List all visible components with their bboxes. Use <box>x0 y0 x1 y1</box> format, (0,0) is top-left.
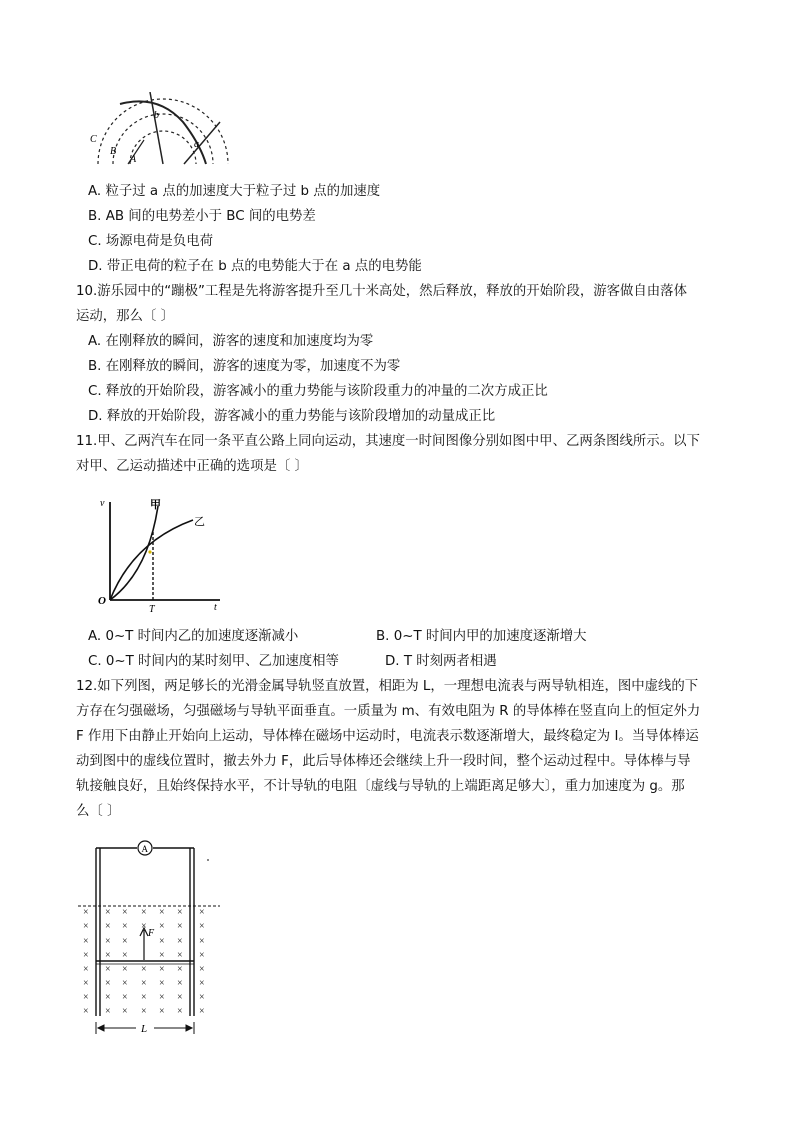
q10-stem-line2: 运动，那么〔 〕 <box>76 309 174 324</box>
svg-text:×: × <box>141 1006 147 1017</box>
svg-text:×: × <box>159 936 165 947</box>
q12-stem-line3: F 作用下由静止开始向上运动，导体棒在磁场中运动时，电流表示数逐渐增大，最终稳定为 I。当导体棒运 <box>76 729 699 744</box>
svg-text:×: × <box>177 907 183 918</box>
svg-text:×: × <box>177 921 183 932</box>
svg-text:×: × <box>122 921 128 932</box>
label-b: b <box>154 110 159 121</box>
q12-stem-line6: 么〔 〕 <box>76 804 121 819</box>
q12-stem-line4: 动到图中的虚线位置时，撤去外力 F，此后导体棒还会继续上升一段时间，整个运动过程中。导体棒与导 <box>76 754 691 769</box>
svg-text:×: × <box>159 964 165 975</box>
tick-label-T: T <box>149 604 155 615</box>
q12-stem-line1: 12.如下列图，两足够长的光滑金属导轨竖直放置，相距为 L，一理想电流表与两导轨相连，图中虚线的下 <box>76 679 699 694</box>
label-a: a <box>194 139 199 150</box>
q9-option-d: D. 带正电荷的粒子在 b 点的电势能大于在 a 点的电势能 <box>88 259 422 274</box>
svg-text:×: × <box>122 907 128 918</box>
svg-text:×: × <box>122 992 128 1003</box>
svg-text:×: × <box>199 1006 205 1017</box>
svg-text:×: × <box>105 921 111 932</box>
svg-text:×: × <box>105 1006 111 1017</box>
q9-option-a: A. 粒子过 a 点的加速度大于粒子过 b 点的加速度 <box>88 184 381 199</box>
svg-text:×: × <box>199 921 205 932</box>
svg-text:×: × <box>105 907 111 918</box>
svg-text:×: × <box>105 936 111 947</box>
rails-magnetic-field-figure <box>74 836 224 1040</box>
svg-text:×: × <box>105 978 111 989</box>
svg-text:×: × <box>199 936 205 947</box>
q10-option-d: D. 释放的开始阶段，游客减小的重力势能与该阶段增加的动量成正比 <box>88 409 496 424</box>
svg-text:×: × <box>83 936 89 947</box>
ammeter-label: A <box>141 844 148 854</box>
force-label: F <box>148 928 155 939</box>
svg-text:×: × <box>122 978 128 989</box>
origin-label: O <box>98 595 106 607</box>
svg-text:×: × <box>83 992 89 1003</box>
label-A: A <box>130 154 137 165</box>
q9-option-c: C. 场源电荷是负电荷 <box>88 234 213 249</box>
svg-text:×: × <box>141 992 147 1003</box>
svg-text:×: × <box>159 1006 165 1017</box>
svg-text:×: × <box>83 978 89 989</box>
magnetic-field-crosses <box>83 907 205 1017</box>
svg-text:×: × <box>141 964 147 975</box>
svg-text:×: × <box>199 978 205 989</box>
svg-text:×: × <box>83 921 89 932</box>
svg-text:×: × <box>199 950 205 961</box>
q12-stem-line2: 方存在匀强磁场，匀强磁场与导轨平面垂直。一质量为 m、有效电阻为 R 的导体棒在竖直向上的恒定外力 <box>76 704 701 719</box>
curve-label-yi: 乙 <box>194 516 205 528</box>
q10-stem-line1: 10.游乐园中的“蹦极”工程是先将游客提升至几十米高处，然后释放，释放的开始阶段，游客做自由落体 <box>76 284 687 299</box>
q11-option-a: A. 0~T 时间内乙的加速度逐渐减小 <box>88 629 299 644</box>
svg-text:×: × <box>141 907 147 918</box>
svg-text:×: × <box>122 964 128 975</box>
axis-label-v: v <box>100 498 105 509</box>
axis-label-t: t <box>214 602 217 613</box>
svg-text:×: × <box>122 1006 128 1017</box>
svg-text:×: × <box>141 978 147 989</box>
q12-stem-line5: 轨接触良好，且始终保持水平，不计导轨的电阻〔虚线与导轨的上端距离足够大〕，重力加速度为 g。那 <box>76 779 685 794</box>
velocity-time-graph <box>88 492 228 617</box>
svg-text:×: × <box>105 950 111 961</box>
svg-text:×: × <box>199 964 205 975</box>
q11-stem-line2: 对甲、乙运动描述中正确的选项是〔 〕 <box>76 459 308 474</box>
q9-option-b: B. AB 间的电势差小于 BC 间的电势差 <box>88 209 316 224</box>
q11-option-b: B. 0~T 时间内甲的加速度逐渐增大 <box>376 629 587 644</box>
q11-option-d: D. T 时刻两者相遇 <box>385 654 497 669</box>
svg-text:×: × <box>159 978 165 989</box>
svg-text:×: × <box>122 950 128 961</box>
svg-text:×: × <box>177 936 183 947</box>
svg-text:×: × <box>122 936 128 947</box>
label-B: B <box>110 146 117 157</box>
svg-text:×: × <box>159 921 165 932</box>
q11-option-c: C. 0~T 时间内的某时刻甲、乙加速度相等 <box>88 654 339 669</box>
svg-text:×: × <box>105 992 111 1003</box>
length-label: L <box>141 1023 148 1035</box>
q10-option-c: C. 释放的开始阶段，游客减小的重力势能与该阶段重力的冲量的二次方成正比 <box>88 384 548 399</box>
svg-text:×: × <box>105 964 111 975</box>
svg-text:×: × <box>159 907 165 918</box>
svg-text:×: × <box>199 907 205 918</box>
q10-option-b: B. 在刚释放的瞬间，游客的速度为零，加速度不为零 <box>88 359 401 374</box>
svg-text:×: × <box>83 1006 89 1017</box>
svg-text:×: × <box>83 907 89 918</box>
svg-text:×: × <box>141 921 147 932</box>
svg-text:×: × <box>177 964 183 975</box>
svg-text:×: × <box>199 992 205 1003</box>
svg-text:×: × <box>159 992 165 1003</box>
svg-text:×: × <box>177 950 183 961</box>
svg-text:×: × <box>83 950 89 961</box>
curve-label-jia: 甲 <box>150 499 161 511</box>
svg-text:×: × <box>177 992 183 1003</box>
svg-text:×: × <box>177 978 183 989</box>
equipotential-figure <box>88 92 233 167</box>
svg-text:×: × <box>177 1006 183 1017</box>
label-C: C <box>90 134 97 145</box>
q11-stem-line1: 11.甲、乙两汽车在同一条平直公路上同向运动，其速度一时间图像分别如图中甲、乙两条图线所示。以下 <box>76 434 700 449</box>
svg-text:×: × <box>159 950 165 961</box>
q10-option-a: A. 在刚释放的瞬间，游客的速度和加速度均为零 <box>88 334 374 349</box>
svg-text:×: × <box>83 964 89 975</box>
